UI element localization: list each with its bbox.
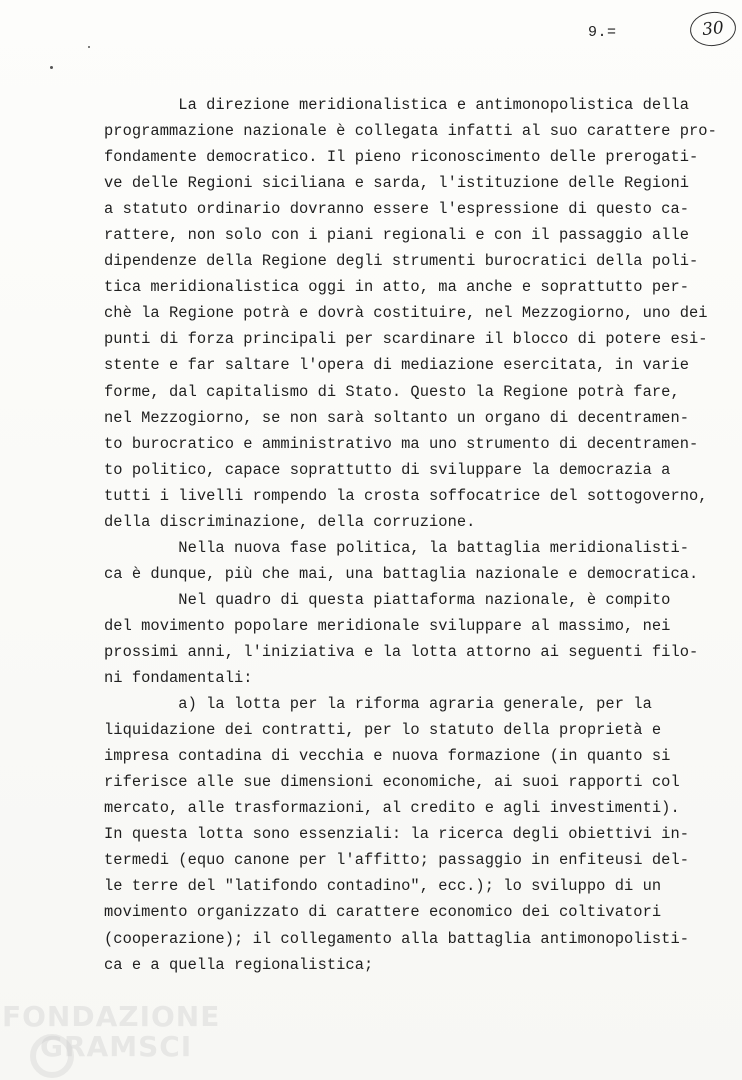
text-line: (cooperazione); il collegamento alla battaglia antimonopolisti- [104, 929, 690, 948]
text-line: ni fondamentali: [104, 669, 253, 688]
text-line: ve delle Regioni siciliana e sarda, l'istituzione delle Regioni [104, 174, 690, 193]
text-line: a) la lotta per la riforma agraria generale, per la [104, 695, 652, 714]
watermark-line-1: FONDAZIONE [2, 1000, 221, 1033]
text-line: movimento organizzato di carattere economico dei coltivatori [104, 903, 662, 922]
text-line: chè la Regione potrà e dovrà costituire, nel Mezzogiorno, uno dei [104, 304, 708, 323]
text-line: ca e a quella regionalistica; [104, 955, 374, 974]
text-line: punti di forza principali per scardinare il blocco di potere esi- [104, 330, 708, 349]
typewritten-body [104, 92, 717, 978]
text-line: ca è dunque, più che mai, una battaglia nazionale e democratica. [104, 564, 699, 583]
text-line: tica meridionalistica oggi in atto, ma anche e soprattutto per- [104, 278, 690, 297]
text-line: le terre del "latifondo contadino", ecc.); lo sviluppo di un [104, 877, 662, 896]
text-line: Nel quadro di questa piattaforma nazionale, è compito [104, 590, 671, 609]
text-line: to burocratico e amministrativo ma uno strumento di decentramen- [104, 434, 699, 453]
text-line: to politico, capace soprattutto di sviluppare la democrazia a [104, 460, 671, 479]
text-line: programmazione nazionale è collegata infatti al suo carattere pro- [104, 122, 717, 141]
text-line: del movimento popolare meridionale sviluppare al massimo, nei [104, 616, 671, 635]
text-line: Nella nuova fase politica, la battaglia meridionalisti- [104, 538, 690, 557]
text-line: riferisce alle sue dimensioni economiche, ai suoi rapporti col [104, 773, 680, 792]
text-line: La direzione meridionalistica e antimonopolistica della [104, 96, 690, 114]
text-line: prossimi anni, l'iniziativa e la lotta attorno ai seguenti filo- [104, 642, 699, 661]
scan-speck [88, 46, 90, 48]
page-number: 9.= [588, 24, 617, 41]
text-line: In questa lotta sono essenziali: la ricerca degli obiettivi in- [104, 825, 690, 844]
text-line: tutti i livelli rompendo la crosta soffocatrice del sottogoverno, [104, 486, 708, 505]
text-line: liquidazione dei contratti, per lo statuto della proprietà e [104, 721, 662, 740]
text-line: impresa contadina di vecchia e nuova formazione (in quanto si [104, 747, 671, 766]
scan-speck [50, 66, 53, 69]
watermark-logo-icon [30, 1034, 74, 1078]
archive-page-number-circled: 30 [688, 10, 737, 49]
text-line: forme, dal capitalismo di Stato. Questo la Regione potrà fare, [104, 382, 680, 401]
text-line: a statuto ordinario dovranno essere l'espressione di questo ca- [104, 200, 690, 219]
text-line: termedi (equo canone per l'affitto; passaggio in enfiteusi del- [104, 851, 690, 870]
text-line: dipendenze della Regione degli strumenti burocratici della poli- [104, 252, 699, 271]
text-line: nel Mezzogiorno, se non sarà soltanto un organo di decentramen- [104, 408, 690, 427]
text-line: mercato, alle trasformazioni, al credito e agli investimenti). [104, 799, 680, 818]
watermark-line-2: GRAMSCI [40, 1030, 193, 1063]
text-line: rattere, non solo con i piani regionali e con il passaggio alle [104, 226, 690, 245]
text-line: fondamente democratico. Il pieno riconoscimento delle prerogati- [104, 148, 699, 167]
text-line: stente e far saltare l'opera di mediazione esercitata, in varie [104, 356, 690, 375]
text-line: della discriminazione, della corruzione. [104, 512, 476, 531]
